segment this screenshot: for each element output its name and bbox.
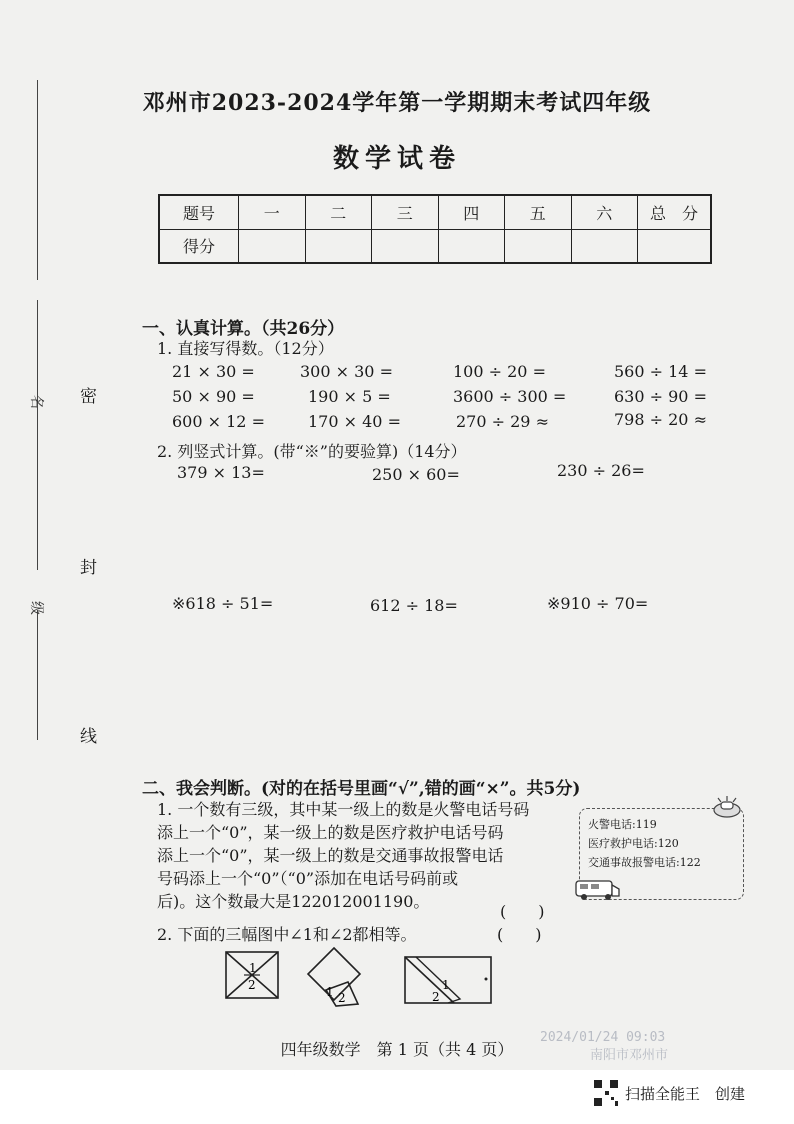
score-header-cell: 二 (305, 195, 372, 229)
vertical-problem: 379 × 13= (177, 463, 265, 482)
photo-timestamp: 2024/01/24 09:03 (540, 1030, 666, 1045)
seal-char-mi: 密 (80, 387, 97, 407)
seal-char-feng: 封 (80, 558, 97, 578)
figure-2-angles (302, 946, 366, 1008)
info-line-traffic: 交通事故报警电话:122 (588, 856, 701, 869)
score-table-score-row (159, 229, 711, 263)
score-header-cell: 总 分 (638, 195, 712, 229)
scanner-watermark: 扫描全能王 创建 (625, 1085, 746, 1103)
judge-q1-line: 添上一个“0”，某一级上的数是交通事故报警电话 (157, 846, 504, 865)
direct-problem: 798 ÷ 20 ≈ (614, 410, 707, 429)
direct-problem: 190 × 5 = (308, 387, 391, 406)
direct-problem: 630 ÷ 90 = (614, 387, 707, 406)
section2-title: 二、我会判断。(对的在括号里画“√”,错的画“×”。共5分) (142, 779, 581, 799)
judge-question-1 (157, 798, 567, 913)
exam-subtitle: 数学试卷 (332, 144, 461, 174)
qr-code-icon (592, 1078, 620, 1108)
alarm-bell-icon (712, 796, 742, 818)
figure-label: 2 (338, 991, 346, 1005)
vertical-problem: ※910 ÷ 70= (547, 594, 649, 613)
vertical-problem: 250 × 60= (372, 465, 460, 484)
judge-q1-line: 后)。这个数最大是122012001190。 (157, 892, 430, 911)
seal-char-xian: 线 (80, 727, 97, 747)
score-cell[interactable] (305, 229, 372, 263)
score-header-cell: 四 (438, 195, 505, 229)
info-line-medical: 医疗救护电话:120 (588, 837, 679, 850)
score-row-label: 得分 (159, 229, 239, 263)
side-fragment-name: 名 (28, 395, 44, 409)
figure-3-angles (402, 955, 494, 1007)
figure-label: 1 (326, 985, 334, 999)
figure-label: 2 (248, 978, 256, 992)
direct-problem: 21 × 30 = (172, 362, 255, 381)
direct-problem: 270 ÷ 29 ≈ (456, 412, 549, 431)
side-fragment-class: 级 (28, 601, 44, 615)
photo-location: 南阳市邓州市 (590, 1048, 669, 1063)
score-cell[interactable] (239, 229, 306, 263)
judge-q1-line: 1. 一个数有三级，其中某一级上的数是火警电话号码 (157, 800, 530, 819)
score-table (158, 194, 712, 264)
section1-part2-title: 2. 列竖式计算。(带“※”的要验算)（14分） (157, 442, 467, 461)
figure-label: 1 (249, 961, 257, 975)
judge-question-2: 2. 下面的三幅图中∠1和∠2都相等。 (157, 925, 417, 944)
figure-1-angles (222, 950, 282, 1002)
score-header-cell: 六 (571, 195, 638, 229)
vertical-problem: 230 ÷ 26= (557, 461, 645, 480)
direct-problem: 560 ÷ 14 = (614, 362, 707, 381)
direct-problem: 100 ÷ 20 = (453, 362, 546, 381)
binding-line-mid (37, 300, 38, 570)
vertical-problem: ※618 ÷ 51= (172, 594, 274, 613)
score-cell[interactable] (638, 229, 712, 263)
exam-title: 邓州市2023-2024学年第一学期期末考试四年级 (142, 90, 652, 116)
score-header-cell: 三 (372, 195, 439, 229)
judge-q1-answer-paren[interactable]: ( ) (500, 902, 545, 921)
judge-q1-line: 号码添上一个“0”（“0”添加在电话号码前或 (157, 869, 459, 888)
page-footer: 四年级数学 第 1 页（共 4 页） (280, 1040, 514, 1059)
section1-part1-title: 1. 直接写得数。（12分） (157, 339, 334, 358)
figure-label: 1 (442, 978, 450, 992)
judge-q2-answer-paren[interactable]: ( ) (497, 925, 542, 944)
judge-q1-line: 添上一个“0”，某一级上的数是医疗救护电话号码 (157, 823, 504, 842)
direct-problem: 300 × 30 = (300, 362, 393, 381)
direct-problem: 3600 ÷ 300 = (453, 387, 567, 406)
score-cell[interactable] (571, 229, 638, 263)
binding-line-bottom (37, 610, 38, 740)
score-table-header-row (159, 195, 711, 229)
vertical-problem: 612 ÷ 18= (370, 596, 458, 615)
section1-title: 一、认真计算。（共26分） (142, 319, 345, 339)
figure-label: 2 (432, 990, 440, 1004)
score-header-cell: 题号 (159, 195, 239, 229)
info-line-fire: 火警电话:119 (588, 818, 657, 831)
ambulance-icon (574, 876, 622, 902)
direct-problem: 600 × 12 = (172, 412, 265, 431)
score-cell[interactable] (505, 229, 572, 263)
score-cell[interactable] (438, 229, 505, 263)
direct-problem: 50 × 90 = (172, 387, 255, 406)
score-cell[interactable] (372, 229, 439, 263)
direct-problem: 170 × 40 = (308, 412, 401, 431)
score-header-cell: 一 (239, 195, 306, 229)
score-header-cell: 五 (505, 195, 572, 229)
